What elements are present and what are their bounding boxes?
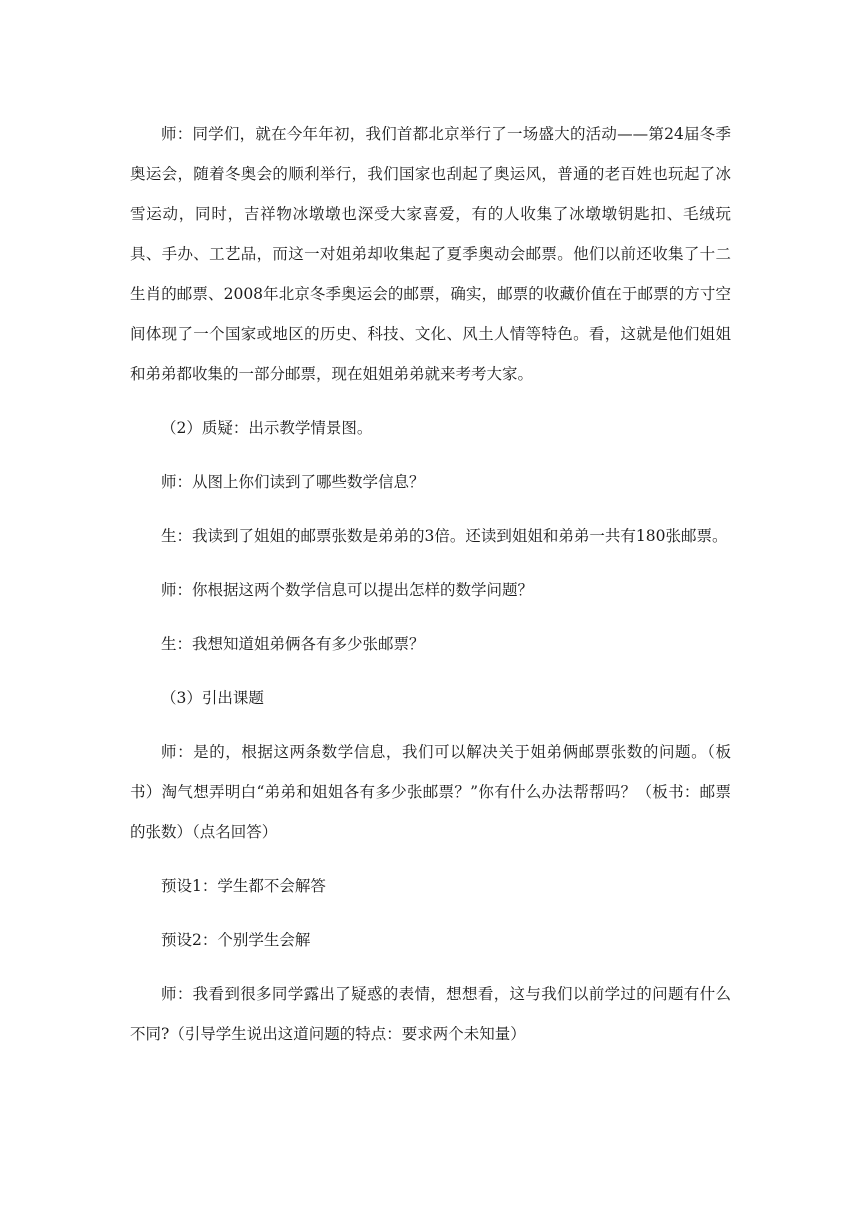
document-body — [130, 114, 731, 1054]
paragraph-topic-heading: （3）引出课题 — [161, 689, 264, 707]
paragraph-student-answer-info: 生：我读到了姐姐的邮票张数是弟弟的3倍。还读到姐姐和弟弟一共有180张邮票。 — [161, 527, 728, 545]
paragraph-teacher-ask-info: 师：从图上你们读到了哪些数学信息？ — [161, 473, 425, 491]
paragraph-student-question: 生：我想知道姐弟俩各有多少张邮票？ — [161, 635, 425, 653]
paragraph-intro: 师：同学们，就在今年年初，我们首都北京举行了一场盛大的活动——第24届冬季奥运会，随着冬奥会的顺利举行，我们国家也刮起了奥运风，普通的老百姓也玩起了冰雪运动，同时，吉祥物冰墩墩也深受大家喜爱，有的人收集了冰墩墩钥匙扣、毛绒玩具、手办、工艺品，而这一对姐弟却收集起了夏季奥动会邮票。他们以前还收集了十二生肖的邮票、2008年北京冬季奥运会的邮票，确实，邮票的收藏价值在于邮票的方寸空间体现了一个国家或地区的历史、科技、文化、风土人情等特色。看，这就是他们姐姐和弟弟都收集的一部分邮票，现在姐姐弟弟就来考考大家。 — [130, 125, 731, 383]
paragraph-question-heading: （2）质疑：出示教学情景图。 — [161, 419, 373, 437]
paragraph-preset-2: 预设2：个别学生会解 — [161, 931, 311, 949]
paragraph-teacher-difference: 师：我看到很多同学露出了疑惑的表情，想想看，这与我们以前学过的问题有什么不同?（引导学生说出这道问题的特点：要求两个未知量） — [130, 985, 731, 1043]
paragraph-teacher-ask-question: 师：你根据这两个数学信息可以提出怎样的数学问题？ — [161, 581, 534, 599]
paragraph-teacher-blackboard: 师：是的，根据这两条数学信息，我们可以解决关于姐弟俩邮票张数的问题。（板书）淘气想弄明白“弟弟和姐姐各有多少张邮票？”你有什么办法帮帮吗？（板书：邮票的张数）（点名回答） — [130, 743, 731, 841]
paragraph-preset-1: 预设1：学生都不会解答 — [161, 877, 326, 895]
